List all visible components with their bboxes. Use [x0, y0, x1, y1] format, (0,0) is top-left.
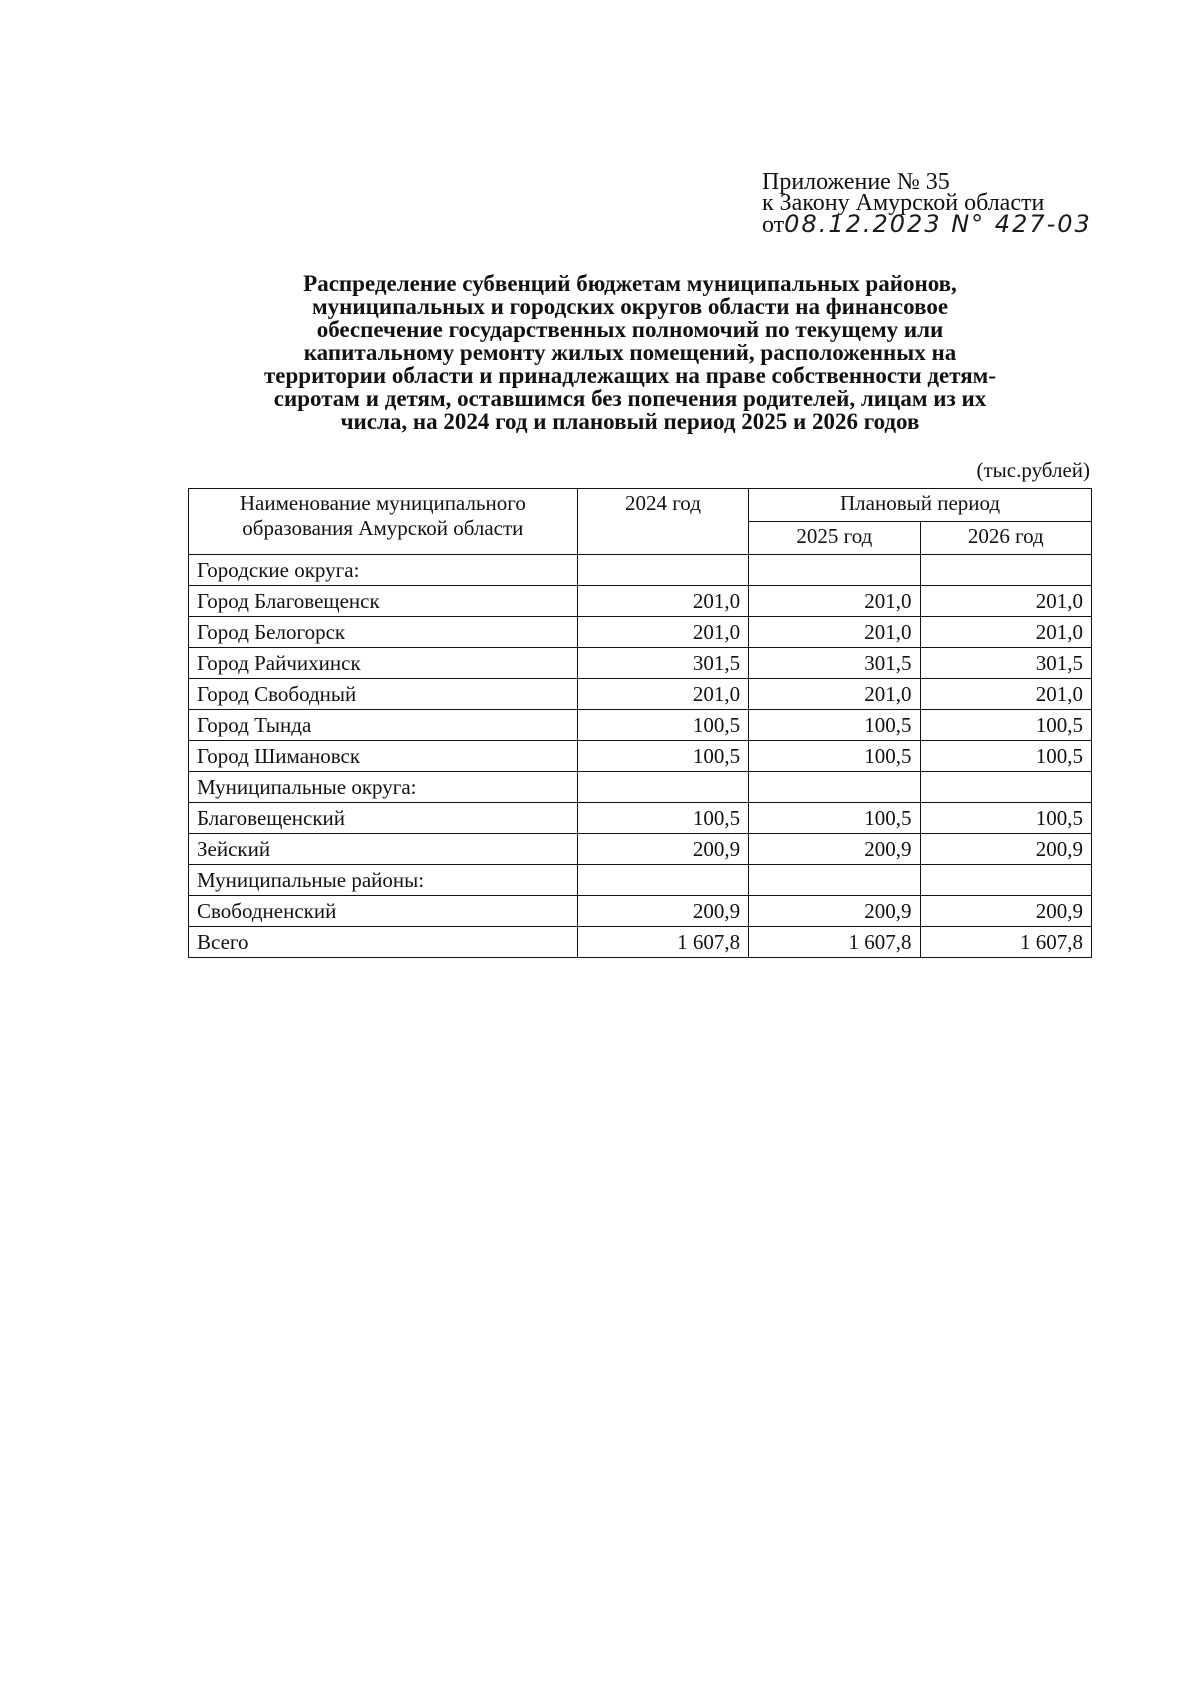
header-municipality-name: Наименование муниципального образования Амурской области	[189, 489, 578, 555]
total-label: Всего	[189, 927, 578, 958]
value-2025: 100,5	[749, 741, 920, 772]
section-title: Муниципальные районы:	[189, 865, 578, 896]
subventions-table	[188, 488, 1092, 958]
total-2026: 1 607,8	[920, 927, 1091, 958]
value-2026: 100,5	[920, 710, 1091, 741]
value-2024: 200,9	[577, 834, 748, 865]
title-line: территории области и принадлежащих на праве собственности детям-	[263, 363, 996, 388]
appendix-law-reference: к Закону Амурской области	[762, 190, 1045, 216]
appendix-date-line	[762, 210, 1122, 238]
municipality-name: Свободненский	[189, 896, 578, 927]
table-row	[189, 679, 1092, 710]
table-row	[189, 741, 1092, 772]
value-2026: 100,5	[920, 741, 1091, 772]
total-row	[189, 927, 1092, 958]
municipality-name: Город Свободный	[189, 679, 578, 710]
units-label: (тыс.рублей)	[976, 458, 1090, 482]
value-2024: 200,9	[577, 896, 748, 927]
title-line: муниципальных и городских округов области на финансовое	[311, 294, 949, 319]
value-2025: 200,9	[749, 896, 920, 927]
value-2026: 100,5	[920, 803, 1091, 834]
value-2026: 200,9	[920, 896, 1091, 927]
table-row	[189, 586, 1092, 617]
value-2025: 201,0	[749, 679, 920, 710]
table-row	[189, 834, 1092, 865]
value-2024: 201,0	[577, 617, 748, 648]
header-year-2025: 2025 год	[749, 522, 920, 555]
value-2026: 201,0	[920, 679, 1091, 710]
value-2025: 301,5	[749, 648, 920, 679]
section-title: Муниципальные округа:	[189, 772, 578, 803]
municipality-name: Город Шимановск	[189, 741, 578, 772]
value-2024: 100,5	[577, 741, 748, 772]
value-2025: 100,5	[749, 710, 920, 741]
section-row	[189, 555, 1092, 586]
appendix-block	[762, 169, 1122, 238]
total-2025: 1 607,8	[749, 927, 920, 958]
value-2025: 201,0	[749, 617, 920, 648]
value-2024: 100,5	[577, 803, 748, 834]
value-2026: 201,0	[920, 586, 1091, 617]
table-row	[189, 617, 1092, 648]
table-row	[189, 648, 1092, 679]
municipality-name: Город Белогорск	[189, 617, 578, 648]
appendix-number: Приложение № 35	[762, 169, 950, 195]
title-line: сиротам и детям, оставшимся без попечения родителей, лицам из их	[273, 386, 987, 411]
value-2026: 301,5	[920, 648, 1091, 679]
table-row	[189, 710, 1092, 741]
appendix-date-prefix: от	[762, 212, 785, 238]
header-year-2024: 2024 год	[577, 489, 748, 555]
title-line: числа, на 2024 год и плановый период 2025 и 2026 годов	[340, 409, 920, 434]
value-2026: 201,0	[920, 617, 1091, 648]
value-2025: 201,0	[749, 586, 920, 617]
value-2024: 201,0	[577, 586, 748, 617]
section-title: Городские округа:	[189, 555, 578, 586]
municipality-name: Зейский	[189, 834, 578, 865]
table-row	[189, 896, 1092, 927]
value-2026: 200,9	[920, 834, 1091, 865]
value-2025: 200,9	[749, 834, 920, 865]
value-2024: 100,5	[577, 710, 748, 741]
title-line: капитальному ремонту жилых помещений, расположенных на	[303, 340, 957, 365]
municipality-name: Благовещенский	[189, 803, 578, 834]
table-row	[189, 803, 1092, 834]
municipality-name: Город Тында	[189, 710, 578, 741]
municipality-name: Город Райчихинск	[189, 648, 578, 679]
section-row	[189, 865, 1092, 896]
document-title	[180, 272, 1080, 433]
section-row	[189, 772, 1092, 803]
header-planned-period: Плановый период	[749, 489, 1092, 522]
title-line: Распределение субвенций бюджетам муниципальных районов,	[303, 271, 957, 296]
value-2024: 301,5	[577, 648, 748, 679]
header-year-2026: 2026 год	[920, 522, 1091, 555]
value-2025: 100,5	[749, 803, 920, 834]
municipality-name: Город Благовещенск	[189, 586, 578, 617]
value-2024: 201,0	[577, 679, 748, 710]
handwritten-date-number: 08.12.2023 N° 427-03	[784, 210, 1092, 238]
title-line: обеспечение государственных полномочий по текущему или	[316, 317, 944, 342]
total-2024: 1 607,8	[577, 927, 748, 958]
